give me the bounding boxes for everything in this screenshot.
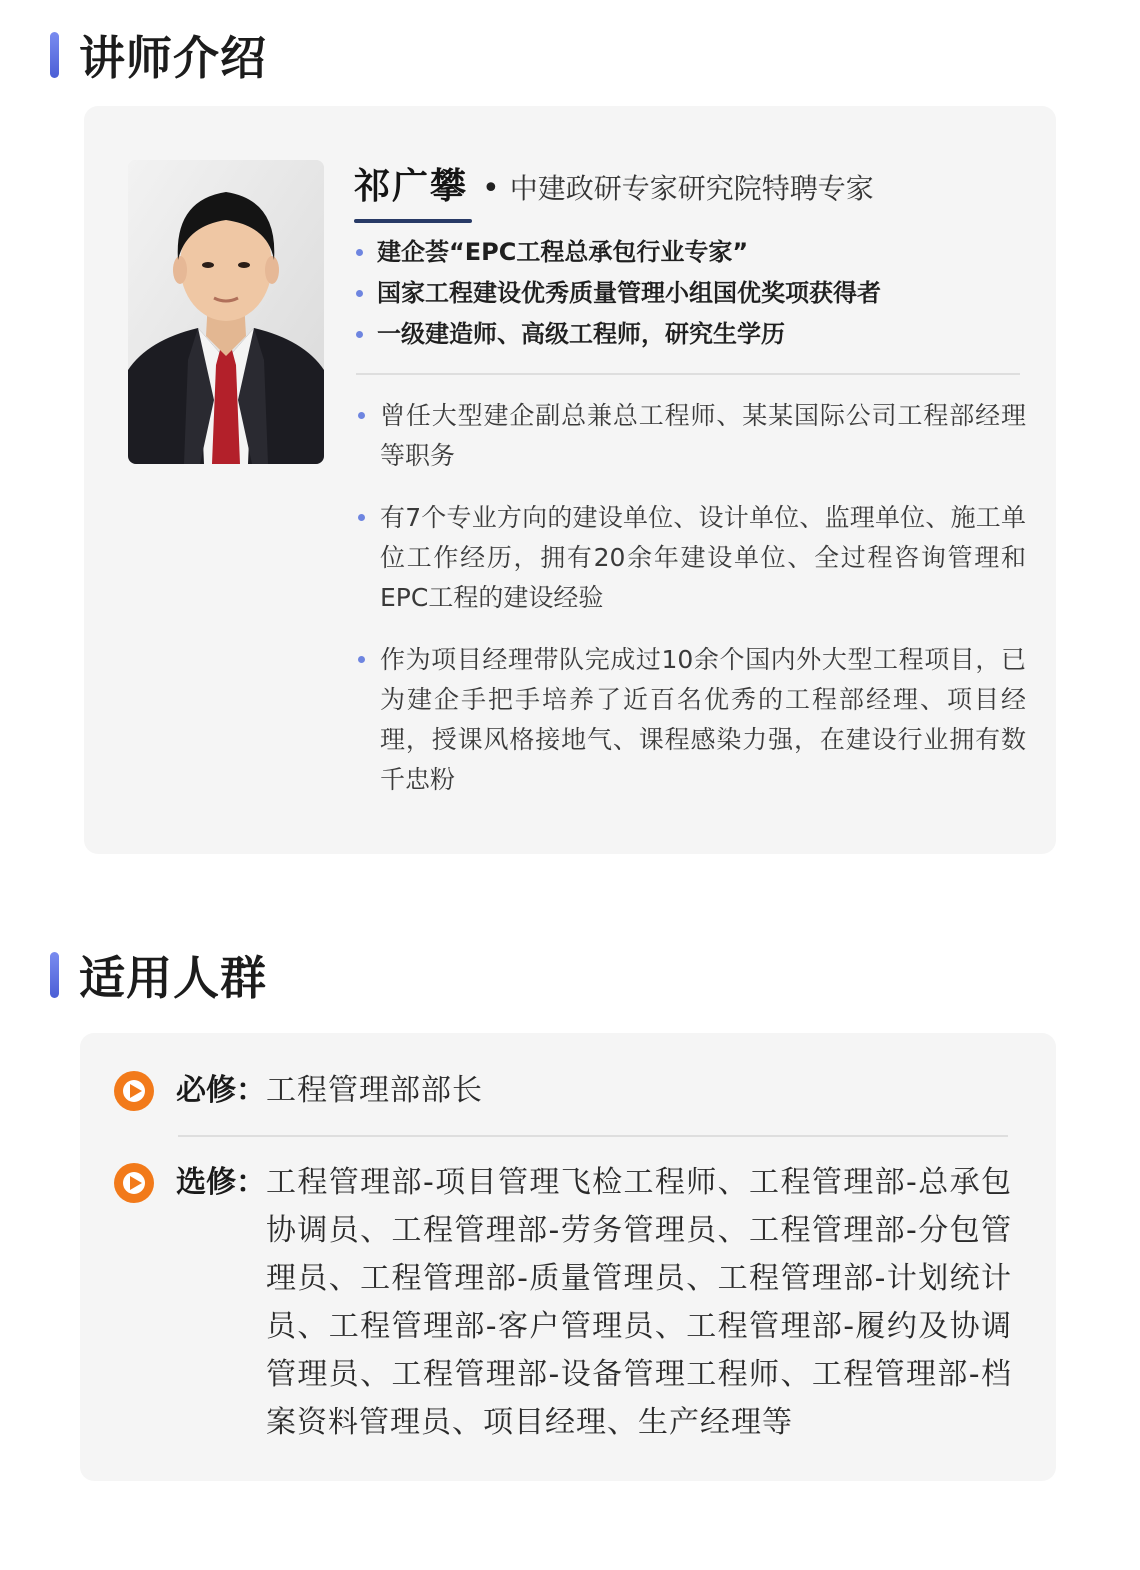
bullet-dot	[356, 290, 363, 297]
required-label: 必修：	[176, 1073, 266, 1108]
lecturer-name: 祁广攀	[354, 158, 468, 209]
section-accent-bar	[50, 32, 59, 78]
lecturer-divider	[356, 373, 1020, 375]
bio-item: 作为项目经理带队完成过10余个国内外大型工程项目，已为建企手把手培养了近百名优秀的工程部经理、项目经理，授课风格接地气、课程感染力强，在建设行业拥有数千忠粉	[356, 640, 1026, 800]
play-circle-icon	[114, 1163, 154, 1203]
lecturer-card	[84, 106, 1056, 854]
section-title-text: 讲师介绍	[79, 31, 267, 85]
lecturer-highlights	[356, 232, 881, 355]
optional-label: 选修：	[176, 1165, 266, 1200]
bio-item: 有7个专业方向的建设单位、设计单位、监理单位、施工单位工作经历，拥有20余年建设单位、全过程咨询管理和EPC工程的建设经验	[356, 498, 1026, 618]
highlight-item: 国家工程建设优秀质量管理小组国优奖项获得者	[356, 273, 881, 314]
bullet-dot	[358, 514, 365, 521]
lecturer-name-row	[354, 158, 874, 209]
highlight-item: 建企荟“EPC工程总承包行业专家”	[356, 232, 881, 273]
required-value: 工程管理部部长	[266, 1073, 483, 1108]
bullet-dot	[356, 249, 363, 256]
section-title-text: 适用人群	[79, 951, 267, 1005]
bullet-dot	[358, 656, 365, 663]
audience-divider	[178, 1135, 1008, 1137]
name-underline	[354, 219, 472, 223]
optional-value: 工程管理部-项目管理飞检工程师、工程管理部-总承包协调员、工程管理部-劳务管理员、工程管理部-分包管理员、工程管理部-质量管理员、工程管理部-计划统计员、工程管理部-客户管理员、工程管理部-履约及协调管理员、工程管理部-设备管理工程师、工程管理部-档案资料管理员、项目经理、生产经理等	[266, 1165, 1012, 1440]
section-title-lecturer	[50, 22, 267, 88]
name-separator: •	[482, 171, 500, 206]
optional-row	[114, 1159, 1012, 1447]
section-title-audience	[50, 942, 267, 1008]
section-accent-bar	[50, 952, 59, 998]
bio-item: 曾任大型建企副总兼总工程师、某某国际公司工程部经理等职务	[356, 396, 1026, 476]
lecturer-bio	[356, 396, 1026, 822]
lecturer-title: 中建政研专家研究院特聘专家	[509, 172, 874, 205]
audience-card	[80, 1033, 1056, 1481]
bullet-dot	[356, 331, 363, 338]
play-circle-icon	[114, 1071, 154, 1111]
highlight-item: 一级建造师、高级工程师，研究生学历	[356, 314, 881, 355]
lecturer-photo	[128, 160, 324, 464]
required-row	[114, 1067, 483, 1115]
bullet-dot	[358, 412, 365, 419]
